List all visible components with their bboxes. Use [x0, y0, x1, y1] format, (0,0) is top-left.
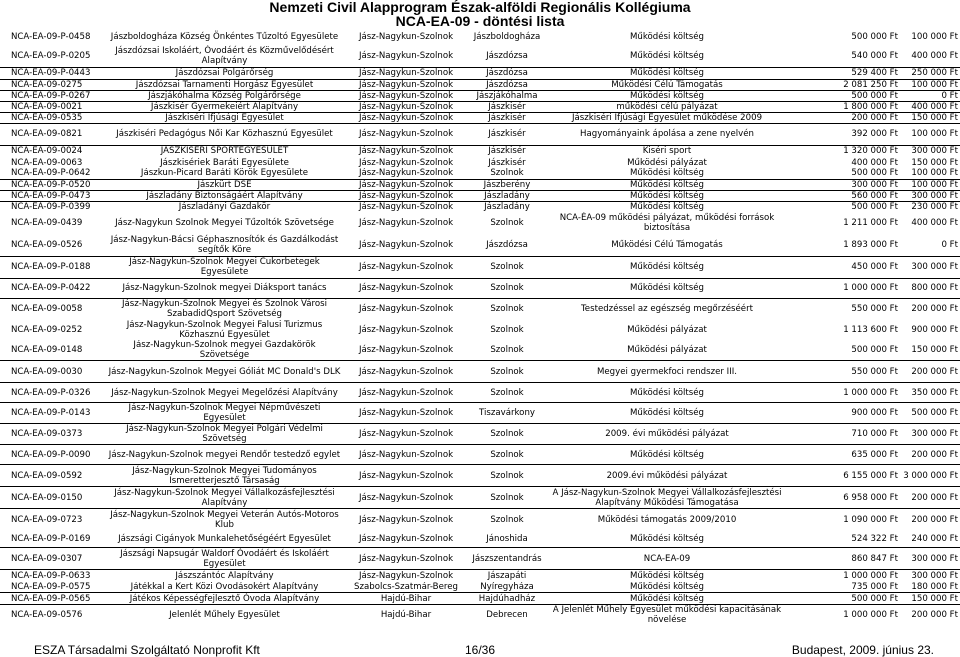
- row-city: Szolnok: [490, 218, 524, 228]
- row-requested-amount: 500 000 Ft: [785, 340, 900, 361]
- row-granted-amount: 300 000 Ft: [911, 570, 958, 581]
- row-granted-amount: 500 000 Ft: [900, 403, 960, 424]
- row-id: NCA-EA-09-0526: [0, 234, 106, 256]
- row-id: NCA-EA-09-P-0143: [0, 403, 106, 424]
- row-purpose: Működési költség: [549, 531, 785, 548]
- row-granted-amount: 200 000 Ft: [900, 445, 960, 465]
- table-row: [0, 79, 960, 90]
- table-row: [0, 145, 960, 157]
- row-requested-amount: 500 000 Ft: [851, 32, 898, 42]
- row-city: Jászkisér: [465, 123, 549, 145]
- row-granted-amount: 900 000 Ft: [911, 325, 958, 335]
- row-granted-amount: 400 000 Ft: [911, 218, 958, 228]
- row-organization: Jászkiséri Pedagógus Női Kar Közhasznú Egyesület: [106, 123, 343, 145]
- row-county: Jász-Nagykun-Szolnok: [343, 445, 465, 465]
- row-county: Jász-Nagykun-Szolnok: [358, 201, 454, 212]
- row-city: Debrecen: [486, 610, 528, 621]
- row-organization: Jászdózsai Iskoláért, Óvodáért és Közművelődésért Alapítvány: [106, 45, 343, 67]
- row-requested-amount: 550 000 Ft: [851, 304, 898, 315]
- row-purpose: Működési költség: [549, 383, 785, 403]
- page-title: Nemzeti Civil Alapprogram Észak-alföldi Regionális Kollégiuma: [269, 0, 691, 15]
- row-id: NCA-EA-09-0148: [0, 340, 106, 361]
- row-id: NCA-EA-09-P-0326: [0, 383, 106, 403]
- table-row: [0, 487, 960, 509]
- row-requested-amount: 1 090 000 Ft: [843, 514, 898, 525]
- row-granted-amount: 3 000 000 Ft: [900, 465, 960, 487]
- row-id: NCA-EA-09-P-0205: [0, 45, 106, 67]
- row-county: Jász-Nagykun-Szolnok: [343, 424, 465, 445]
- row-organization: Jászkisériek Baráti Egyesülete: [160, 157, 289, 168]
- row-city: Tiszavárkony: [465, 403, 549, 424]
- decision-table: [0, 29, 960, 626]
- row-granted-amount: 200 000 Ft: [911, 304, 958, 315]
- row-county: Jász-Nagykun-Szolnok: [343, 79, 465, 90]
- row-requested-amount: 1 000 000 Ft: [785, 383, 900, 403]
- row-purpose: A Jelenlét Műhely Egyesület működési kapacitásának növelése: [552, 605, 782, 626]
- row-purpose: Működési költség: [549, 256, 785, 278]
- row-id: NCA-EA-09-0592: [0, 465, 106, 487]
- row-county: Jász-Nagykun-Szolnok: [343, 465, 465, 487]
- row-city: Jászdózsa: [465, 79, 549, 90]
- row-organization: Jászkiséri Ifjúsági Egyesület: [106, 112, 343, 123]
- row-city: Szolnok: [465, 256, 549, 278]
- table-row: [0, 340, 960, 361]
- row-county: Jász-Nagykun-Szolnok: [343, 234, 465, 256]
- row-organization: Jászdózsai Tarnamenti Horgász Egyesület: [106, 79, 343, 90]
- row-granted-amount: 400 000 Ft: [900, 101, 960, 112]
- row-city: Szolnok: [465, 278, 549, 298]
- row-organization: Jászladányi Gazdakör: [178, 201, 271, 212]
- row-granted-amount: 300 000 Ft: [900, 424, 960, 445]
- row-id: NCA-EA-09-0252: [11, 325, 83, 335]
- row-county: Jász-Nagykun-Szolnok: [343, 190, 465, 201]
- row-requested-amount: 1 000 000 Ft: [843, 610, 898, 621]
- row-requested-amount: 400 000 Ft: [851, 157, 898, 168]
- row-requested-amount: 1 800 000 Ft: [785, 101, 900, 112]
- row-purpose: 2009.évi működési pályázat: [549, 465, 785, 487]
- row-requested-amount: 500 000 Ft: [851, 201, 898, 212]
- row-id: NCA-EA-09-0024: [11, 146, 83, 157]
- row-requested-amount: 529 400 Ft: [785, 67, 900, 79]
- row-organization: Jász-Nagykun-Szolnok Megyei Tudományos Ismeretterjesztő Társaság: [106, 465, 343, 487]
- row-county: Jász-Nagykun-Szolnok: [343, 112, 465, 123]
- row-county: Jász-Nagykun-Szolnok: [343, 361, 465, 383]
- table-row: [0, 201, 960, 212]
- row-county: Jász-Nagykun-Szolnok: [358, 570, 454, 581]
- row-county: Jász-Nagykun-Szolnok: [358, 157, 454, 168]
- table-row: [0, 361, 960, 383]
- row-requested-amount: 392 000 Ft: [785, 123, 900, 145]
- row-county: Jász-Nagykun-Szolnok: [358, 32, 454, 42]
- row-granted-amount: 300 000 Ft: [900, 256, 960, 278]
- row-organization: Jászdózsai Polgárőrség: [106, 67, 343, 79]
- row-id: NCA-EA-09-0439: [11, 218, 83, 228]
- table-row: [0, 190, 960, 201]
- row-purpose: Működési költség: [549, 582, 785, 593]
- row-purpose: Működési költség: [549, 45, 785, 67]
- row-granted-amount: 230 000 Ft: [911, 201, 958, 212]
- row-organization: Jász-Nagykun-Szolnok Megyei Népművészeti Egyesület: [106, 403, 343, 424]
- row-county: Jász-Nagykun-Szolnok: [343, 90, 465, 101]
- row-county: Jász-Nagykun-Szolnok: [343, 487, 465, 509]
- row-city: Jászkisér: [465, 101, 549, 112]
- row-organization: Jászsági Cigányok Munkalehetőségéért Egyesület: [106, 531, 343, 548]
- row-purpose: Működési költség: [629, 32, 705, 42]
- row-id: NCA-EA-09-0058: [11, 304, 83, 315]
- row-id: NCA-EA-09-P-0575: [0, 582, 106, 593]
- row-county: Jász-Nagykun-Szolnok: [358, 304, 454, 315]
- row-requested-amount: 524 322 Ft: [785, 531, 900, 548]
- row-county: Jász-Nagykun-Szolnok: [343, 179, 465, 190]
- footer-date: Budapest, 2009. június 23.: [791, 643, 934, 657]
- row-city: Jászdózsa: [465, 234, 549, 256]
- row-county: Jász-Nagykun-Szolnok: [343, 403, 465, 424]
- row-purpose: 2009. évi működési pályázat: [549, 424, 785, 445]
- row-granted-amount: 180 000 Ft: [900, 582, 960, 593]
- row-organization: Jászkürt DSE: [106, 179, 343, 190]
- row-requested-amount: 635 000 Ft: [785, 445, 900, 465]
- row-requested-amount: 550 000 Ft: [785, 361, 900, 383]
- table-row: [0, 278, 960, 298]
- row-granted-amount: 250 000 Ft: [900, 67, 960, 79]
- row-granted-amount: 240 000 Ft: [900, 531, 960, 548]
- row-granted-amount: 300 000 Ft: [911, 146, 958, 157]
- table-row: [0, 509, 960, 531]
- row-granted-amount: 200 000 Ft: [911, 514, 958, 525]
- row-organization: Jász-Nagykun-Szolnok megyei Gazdakörök Szövetsége: [106, 340, 343, 361]
- table-row: [0, 531, 960, 548]
- row-county: Jász-Nagykun-Szolnok: [343, 101, 465, 112]
- row-organization: Jász-Nagykun-Szolnok megyei Diáksport tanács: [106, 278, 343, 298]
- row-granted-amount: 300 000 Ft: [900, 190, 960, 201]
- row-id: NCA-EA-09-0275: [0, 79, 106, 90]
- row-city: Jászberény: [465, 179, 549, 190]
- row-city: Szolnok: [465, 424, 549, 445]
- row-purpose: Működési támogatás 2009/2010: [597, 514, 737, 525]
- row-id: NCA-EA-09-0030: [0, 361, 106, 383]
- row-id: NCA-EA-09-0723: [11, 514, 83, 525]
- row-granted-amount: 150 000 Ft: [900, 112, 960, 123]
- row-requested-amount: 200 000 Ft: [785, 112, 900, 123]
- table-row: [0, 90, 960, 101]
- row-granted-amount: 100 000 Ft: [900, 168, 960, 179]
- row-city: Jászszentandrás: [465, 548, 549, 570]
- row-requested-amount: 560 000 Ft: [785, 190, 900, 201]
- row-id: NCA-EA-09-0535: [0, 112, 106, 123]
- row-county: Jász-Nagykun-Szolnok: [358, 218, 454, 228]
- row-id: NCA-EA-09-P-0473: [0, 190, 106, 201]
- row-city: Jászdózsa: [465, 67, 549, 79]
- row-organization: Jász-Nagykun-Szolnok Megyei Cukorbetegek Egyesülete: [106, 256, 343, 278]
- row-requested-amount: 500 000 Ft: [785, 168, 900, 179]
- row-id: NCA-EA-09-P-0188: [0, 256, 106, 278]
- row-purpose: Működési költség: [549, 90, 785, 101]
- row-granted-amount: 150 000 Ft: [900, 340, 960, 361]
- row-granted-amount: 400 000 Ft: [900, 45, 960, 67]
- page-subtitle: NCA-EA-09 - döntési lista: [395, 13, 565, 29]
- row-requested-amount: 6 958 000 Ft: [785, 487, 900, 509]
- row-county: Jász-Nagykun-Szolnok: [358, 146, 454, 157]
- row-granted-amount: 0 Ft: [900, 234, 960, 256]
- row-city: Szolnok: [465, 361, 549, 383]
- table-row: [0, 383, 960, 403]
- row-organization: Jászjákóhalma Község Polgárőrsége: [106, 90, 343, 101]
- row-city: Jászdózsa: [465, 45, 549, 67]
- row-city: Jászkisér: [465, 112, 549, 123]
- table-row: [0, 179, 960, 190]
- row-city: Szolnok: [465, 168, 549, 179]
- row-requested-amount: 735 000 Ft: [785, 582, 900, 593]
- row-requested-amount: 500 000 Ft: [785, 593, 900, 605]
- row-requested-amount: 710 000 Ft: [785, 424, 900, 445]
- row-granted-amount: 100 000 Ft: [900, 179, 960, 190]
- row-purpose: Működési költség: [549, 445, 785, 465]
- row-city: Szolnok: [490, 514, 524, 525]
- table-row: [0, 157, 960, 168]
- row-city: Szolnok: [465, 445, 549, 465]
- row-requested-amount: 1 000 000 Ft: [843, 570, 898, 581]
- row-county: Jász-Nagykun-Szolnok: [343, 340, 465, 361]
- row-purpose: Működési költség: [549, 278, 785, 298]
- row-granted-amount: 200 000 Ft: [900, 361, 960, 383]
- table-row: [0, 403, 960, 424]
- row-organization: Játékkal a Kert Közi Óvodásokért Alapítvány: [106, 582, 343, 593]
- row-county: Jász-Nagykun-Szolnok: [358, 325, 454, 335]
- row-organization: Jászkun-Picard Baráti Körök Egyesülete: [106, 168, 343, 179]
- row-granted-amount: 100 000 Ft: [900, 123, 960, 145]
- row-purpose: NCA-EA-09: [549, 548, 785, 570]
- row-id: NCA-EA-09-0150: [0, 487, 106, 509]
- row-county: Hajdú-Bihar: [343, 593, 465, 605]
- row-granted-amount: 0 Ft: [900, 90, 960, 101]
- row-purpose: Működési költség: [549, 179, 785, 190]
- row-purpose: NCA-ÉA-09 működési pályázat, működési források biztosítása: [559, 213, 775, 233]
- row-id: NCA-EA-09-0307: [0, 548, 106, 570]
- row-organization: Jászsági Napsugár Waldorf Óvodáért és Iskoláért Egyesület: [106, 548, 343, 570]
- row-id: NCA-EA-09-P-0520: [0, 179, 106, 190]
- table-row: [0, 101, 960, 112]
- row-id: NCA-EA-09-P-0458: [11, 32, 91, 42]
- row-requested-amount: 500 000 Ft: [785, 90, 900, 101]
- row-requested-amount: 300 000 Ft: [785, 179, 900, 190]
- table-row: [0, 593, 960, 605]
- table-row: [0, 212, 960, 234]
- row-granted-amount: 100 000 Ft: [911, 32, 958, 42]
- row-requested-amount: 450 000 Ft: [785, 256, 900, 278]
- footer-organization: ESZA Társadalmi Szolgáltató Nonprofit Kft: [34, 643, 260, 657]
- row-id: NCA-EA-09-P-0090: [0, 445, 106, 465]
- footer-page-number: 16/36: [465, 643, 496, 657]
- row-county: Jász-Nagykun-Szolnok: [343, 45, 465, 67]
- row-organization: Jász-Nagykun-Szolnok Megyei Veterán Autós-Motoros Klub: [110, 509, 339, 530]
- row-county: Szabolcs-Szatmár-Bereg: [343, 582, 465, 593]
- row-purpose: Jászkiséri Ifjúsági Egyesület működése 2009: [549, 112, 785, 123]
- row-purpose: Működési pályázat: [627, 157, 707, 168]
- row-requested-amount: 6 155 000 Ft: [785, 465, 900, 487]
- row-organization: Jelenlét Műhely Egyesület: [169, 610, 280, 621]
- row-organization: Játékos Képességfejlesztő Óvoda Alapítvány: [106, 593, 343, 605]
- row-granted-amount: 350 000 Ft: [900, 383, 960, 403]
- row-city: Szolnok: [490, 325, 524, 335]
- row-requested-amount: 1 320 000 Ft: [843, 146, 898, 157]
- row-requested-amount: 2 081 250 Ft: [785, 79, 900, 90]
- row-id: NCA-EA-09-P-0565: [0, 593, 106, 605]
- row-id: NCA-EA-09-0821: [0, 123, 106, 145]
- row-county: Jász-Nagykun-Szolnok: [343, 123, 465, 145]
- row-purpose: Működési pályázat: [549, 340, 785, 361]
- row-requested-amount: 1 113 600 Ft: [843, 325, 898, 335]
- row-purpose: Működési Célú Támogatás: [549, 79, 785, 90]
- row-granted-amount: 100 000 Ft: [900, 79, 960, 90]
- row-purpose: Működési költség: [549, 168, 785, 179]
- row-purpose: Működési költség: [549, 403, 785, 424]
- table-row: [0, 29, 960, 45]
- table-row: [0, 112, 960, 123]
- row-county: Jász-Nagykun-Szolnok: [343, 383, 465, 403]
- row-organization: Jászladány Biztonságáért Alapítvány: [106, 190, 343, 201]
- row-id: NCA-EA-09-0021: [0, 101, 106, 112]
- row-organization: JÁSZKISÉRI SPORTEGYESÜLET: [160, 146, 289, 157]
- row-city: Szolnok: [465, 383, 549, 403]
- row-organization: Jászszántóc Alapítvány: [175, 570, 274, 581]
- row-requested-amount: 1 893 000 Ft: [785, 234, 900, 256]
- row-city: Jászjákóhalma: [465, 90, 549, 101]
- row-requested-amount: 1 000 000 Ft: [785, 278, 900, 298]
- row-city: Szolnok: [490, 304, 524, 315]
- table-row: [0, 465, 960, 487]
- row-purpose: működési célú pályázat: [549, 101, 785, 112]
- table-row: [0, 67, 960, 79]
- row-requested-amount: 1 211 000 Ft: [843, 218, 898, 228]
- row-county: Jász-Nagykun-Szolnok: [343, 548, 465, 570]
- row-granted-amount: 300 000 Ft: [900, 548, 960, 570]
- row-purpose: Megyei gyermekfoci rendszer III.: [549, 361, 785, 383]
- table-row: [0, 168, 960, 179]
- table-row: [0, 298, 960, 320]
- table-row: [0, 570, 960, 582]
- row-id: NCA-EA-09-P-0399: [11, 201, 91, 212]
- table-row: [0, 582, 960, 593]
- table-row: [0, 445, 960, 465]
- row-city: Jászboldogháza: [473, 32, 541, 42]
- row-county: Jász-Nagykun-Szolnok: [343, 278, 465, 298]
- row-purpose: Testedzéssel az egészség megőrzéséért: [581, 304, 753, 315]
- row-purpose: Működési költség: [629, 570, 705, 581]
- table-row: [0, 320, 960, 340]
- table-row: [0, 605, 960, 626]
- row-purpose: A Jász-Nagykun-Szolnok Megyei Vállalkozásfejlesztési Alapítvány Működési Támogatása: [549, 487, 785, 509]
- row-organization: Jász-Nagykun-Szolnok Megyei Falusi Turizmus Közhasznú Egyesület: [126, 320, 323, 340]
- row-organization: Jászkisér Gyermekeiért Alapítvány: [106, 101, 343, 112]
- table-row: [0, 45, 960, 67]
- row-city: Szolnok: [465, 465, 549, 487]
- row-purpose: Hagyományaink ápolása a zene nyelvén: [549, 123, 785, 145]
- row-county: Hajdú-Bihar: [380, 610, 432, 621]
- table-row: [0, 234, 960, 256]
- decision-table-body: [0, 29, 960, 626]
- row-granted-amount: 200 000 Ft: [911, 610, 958, 621]
- row-id: NCA-EA-09-P-0443: [0, 67, 106, 79]
- row-granted-amount: 150 000 Ft: [911, 157, 958, 168]
- row-organization: Jász-Nagykun-Szolnok Megyei és Szolnok Városi SzabadidQsport Szövetség: [122, 299, 327, 320]
- table-row: [0, 123, 960, 145]
- row-city: Jászapáti: [487, 570, 527, 581]
- row-city: Nyíregyháza: [465, 582, 549, 593]
- row-city: Jászladány: [465, 190, 549, 201]
- row-granted-amount: 150 000 Ft: [900, 593, 960, 605]
- row-purpose: Működési költség: [549, 593, 785, 605]
- row-county: Jász-Nagykun-Szolnok: [343, 256, 465, 278]
- row-city: Jászkisér: [488, 157, 526, 168]
- row-organization: Jász-Nagykun-Bácsi Géphasznosítók és Gazdálkodást segítők Köre: [106, 234, 343, 256]
- row-granted-amount: 200 000 Ft: [900, 487, 960, 509]
- row-organization: Jász-Nagykun-Szolnok Megyei Góliát MC Donald's DLK: [106, 361, 343, 383]
- table-row: [0, 548, 960, 570]
- table-row: [0, 256, 960, 278]
- row-requested-amount: 900 000 Ft: [785, 403, 900, 424]
- row-id: NCA-EA-09-0063: [11, 157, 83, 168]
- row-county: Jász-Nagykun-Szolnok: [358, 514, 454, 525]
- row-city: Hajdúhadház: [465, 593, 549, 605]
- row-granted-amount: 800 000 Ft: [900, 278, 960, 298]
- row-id: NCA-EA-09-P-0633: [11, 570, 91, 581]
- row-county: Jász-Nagykun-Szolnok: [343, 67, 465, 79]
- row-county: Jász-Nagykun-Szolnok: [343, 168, 465, 179]
- row-organization: Jász-Nagykun-Szolnok Megyei Megelőzési Alapítvány: [106, 383, 343, 403]
- row-purpose: Működési költség: [629, 201, 705, 212]
- row-organization: Jász-Nagykun-Szolnok Megyei Polgári Védelmi Szövetség: [106, 424, 343, 445]
- row-city: Jánoshida: [465, 531, 549, 548]
- row-purpose: Működési költség: [549, 190, 785, 201]
- row-city: Szolnok: [465, 340, 549, 361]
- row-id: NCA-EA-09-0373: [0, 424, 106, 445]
- row-city: Szolnok: [465, 487, 549, 509]
- row-requested-amount: 540 000 Ft: [785, 45, 900, 67]
- row-id: NCA-EA-09-P-0422: [0, 278, 106, 298]
- row-id: NCA-EA-09-P-0169: [0, 531, 106, 548]
- table-row: [0, 424, 960, 445]
- row-organization: Jászboldogháza Község Önkéntes Tűzoltó Egyesülete: [110, 32, 339, 42]
- row-organization: Jász-Nagykun-Szolnok Megyei Vállalkozásfejlesztési Alapítvány: [106, 487, 343, 509]
- row-purpose: Működési pályázat: [627, 325, 707, 335]
- row-id: NCA-EA-09-P-0267: [0, 90, 106, 101]
- row-requested-amount: 860 847 Ft: [785, 548, 900, 570]
- row-county: Jász-Nagykun-Szolnok: [343, 531, 465, 548]
- row-purpose: Működési költség: [549, 67, 785, 79]
- row-purpose: Kiséri sport: [642, 146, 692, 157]
- row-organization: Jász-Nagykun-Szolnok megyei Rendőr testedző egylet: [106, 445, 343, 465]
- row-city: Jászkisér: [488, 146, 526, 157]
- row-city: Jászladány: [484, 201, 530, 212]
- row-id: NCA-EA-09-0576: [11, 610, 83, 621]
- row-organization: Jász-Nagykun Szolnok Megyei Tűzoltók Szövetsége: [115, 218, 334, 228]
- row-purpose: Működési Célú Támogatás: [549, 234, 785, 256]
- row-id: NCA-EA-09-P-0642: [0, 168, 106, 179]
